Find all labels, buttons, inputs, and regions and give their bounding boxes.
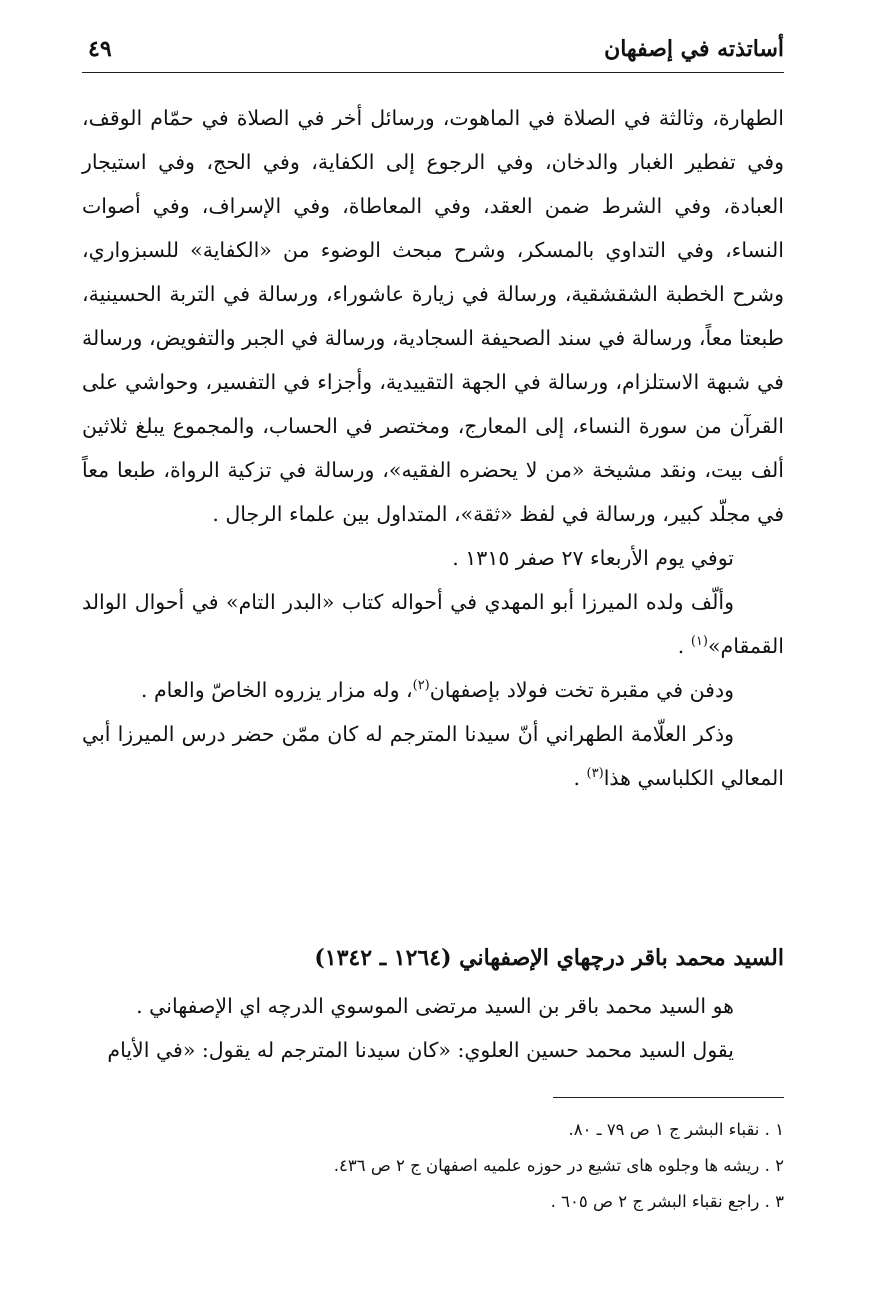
main-text (82, 96, 784, 800)
footnote-ref-3[interactable]: (٣) (586, 766, 604, 782)
footnotes (82, 1112, 784, 1220)
section-heading: السيد محمد باقر درچهاي الإصفهاني (١٢٦٤ ـ ١٣٤٢) (314, 945, 784, 971)
footnote-ref-1[interactable]: (١) (690, 634, 708, 650)
footnote-ref-2[interactable]: (٢) (412, 678, 430, 694)
header-rule (82, 72, 784, 73)
footnote-1: ١ . نقباء البشر ج ١ ص ٧٩ ـ ٨٠. (568, 1120, 784, 1139)
page-header (82, 28, 784, 72)
paragraph-death-date: توفي يوم الأربعاء ٢٧ صفر ١٣١٥ . (452, 546, 734, 570)
section-paragraph-2: يقول السيد محمد حسين العلوي: «كان سيدنا المترجم له يقول: «في الأيام (107, 1038, 734, 1062)
paragraph-end: . (677, 634, 691, 658)
paragraph-text: وألّف ولده الميرزا أبو المهدي في أحواله كتاب «البدر التام» في أحوال الوالد القمقام» (82, 590, 784, 658)
footnote-2: ٢ . ريشه ها وجلوه هاى تشيع در حوزه علميه اصفهان ج ٢ ص ٤٣٦. (333, 1156, 784, 1175)
footnote-rule (553, 1097, 784, 1098)
paragraph-text: وذكر العلّامة الطهراني أنّ سيدنا المترجم له كان ممّن حضر درس الميرزا أبي المعالي الكلباسي هذا (82, 722, 784, 790)
footnote-3: ٣ . راجع نقباء البشر ج ٢ ص ٦٠٥ . (550, 1192, 784, 1211)
paragraph-end: . (573, 766, 587, 790)
section-paragraph-1: هو السيد محمد باقر بن السيد مرتضى الموسوي الدرچه اي الإصفهاني . (136, 994, 734, 1018)
paragraph-works-list: الطهارة، وثالثة في الصلاة في الماهوت، ورسائل أخر في الصلاة في حمّام الوقف، وفي تفطير الغبار والدخان، وفي الرجوع إلى الكفاية، وفي الحج، وفي استيجار العبادة، وفي الشرط ضمن العقد، وفي المعاطاة، وفي الإسراف، وفي أصوات النساء، وفي التداوي بالمسكر، وشرح مبحث الوضوء من «الكفاية» للسبزواري، وشرح الخطبة الشقشقية، ورسالة في زيارة عاشوراء، ورسالة في التربة الحسينية، طبعتا معاً، ورسالة في سند الصحيفة السجادية، ورسالة في الجبر والتفويض، ورسالة في شبهة الاستلزام، ورسالة في الجهة التقييدية، وأجزاء في التفسير، وحواشي على القرآن من سورة النساء، إلى المعارج، ومختصر في الحساب، والمجموع يبلغ ثلاثين ألف بيت، ونقد مشيخة «من لا يحضره الفقيه»، ورسالة في تزكية الرواة، طبعا معاً في مجلّد كبير، ورسالة في لفظ «ثقة»، المتداول بين علماء الرجال . (82, 106, 784, 526)
paragraph-burial (82, 668, 784, 712)
paragraph-text: ودفن في مقبرة تخت فولاد بإصفهان (429, 678, 734, 702)
section-text (82, 984, 784, 1072)
paragraph-tehrani (82, 712, 784, 800)
running-title: أساتذته في إصفهان (604, 36, 784, 62)
paragraph-end: ، وله مزار يزروه الخاصّ والعام . (140, 678, 413, 702)
page-number: ٤٩ (88, 36, 112, 62)
paragraph-son-book (82, 580, 784, 668)
